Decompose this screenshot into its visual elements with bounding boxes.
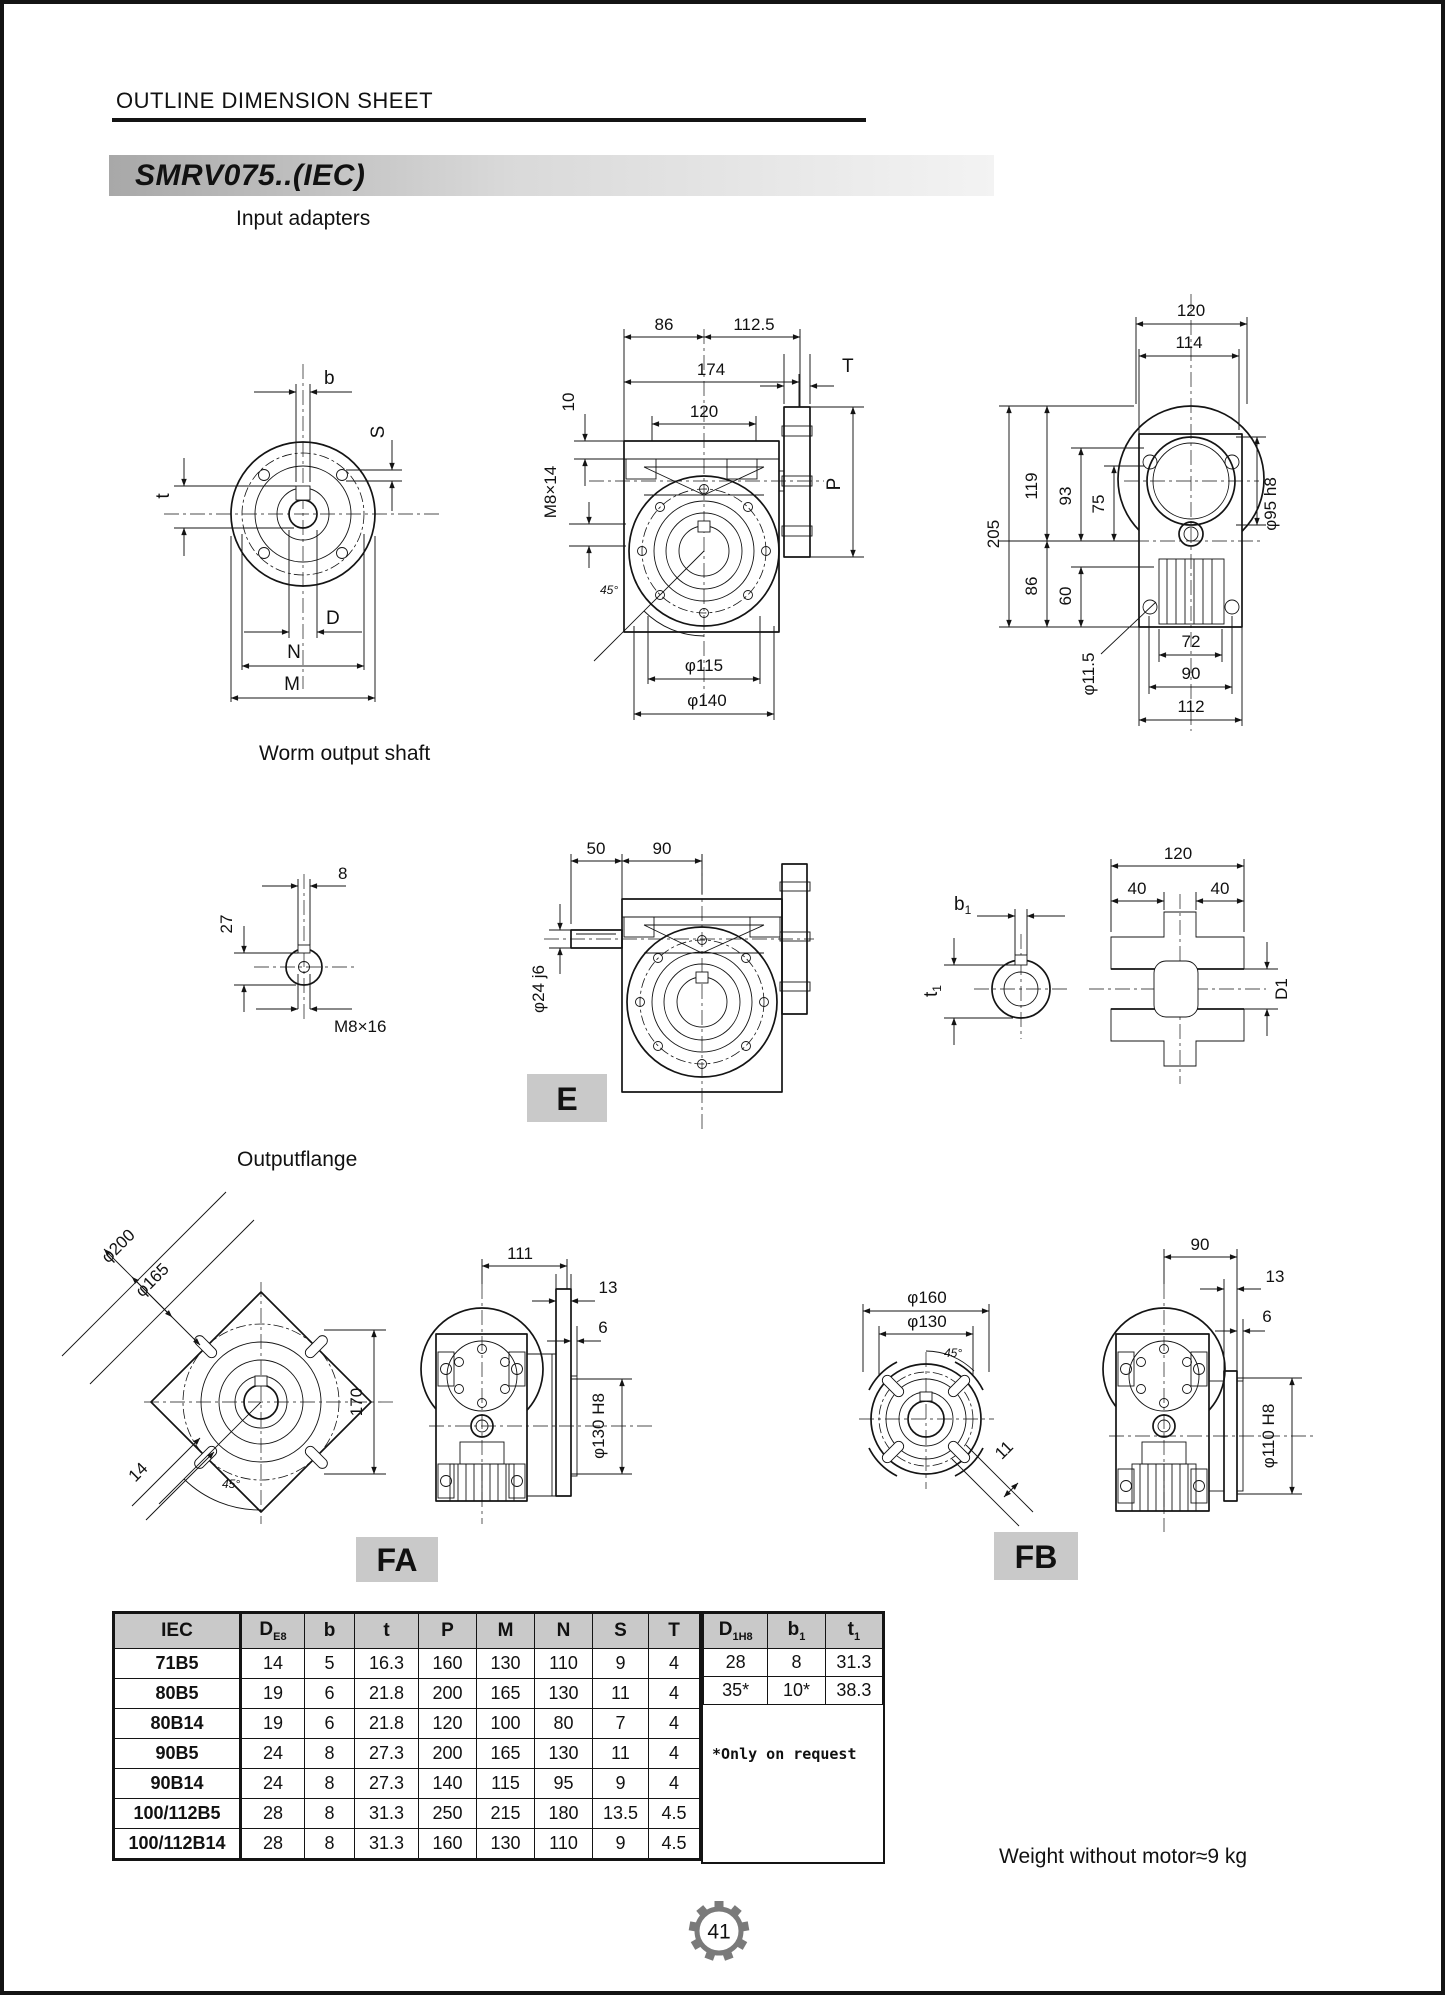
table-cell: 110 <box>535 1829 593 1860</box>
table-cell: 4 <box>649 1709 701 1739</box>
dimension-label: 10 <box>559 392 578 412</box>
dimension-label: 120 <box>1163 844 1193 863</box>
table-cell: 11 <box>593 1679 649 1709</box>
table-cell: 80B5 <box>114 1679 241 1709</box>
dimension-label: T <box>842 356 854 377</box>
table-cell: 8 <box>305 1769 355 1799</box>
dimension-label: 93 <box>1056 486 1075 506</box>
dimension-label: P <box>824 477 845 491</box>
fb-flange-side-view-drawing <box>994 1235 1314 1580</box>
output-flange-drawings <box>4 1164 1445 1594</box>
dimension-label: 111 <box>507 1244 533 1263</box>
table-cell: 4.5 <box>649 1829 701 1860</box>
table-cell: 100/112B5 <box>114 1799 241 1829</box>
table-cell: 71B5 <box>114 1649 241 1679</box>
col-header-iec: IEC <box>114 1613 241 1649</box>
dimension-label: φ24 j6 <box>529 965 548 1013</box>
table-cell: 165 <box>477 1679 535 1709</box>
output-hub-table <box>703 1613 883 1705</box>
table-cell: 8 <box>305 1829 355 1860</box>
table-cell: 165 <box>477 1739 535 1769</box>
page-number-gear <box>686 1901 752 1963</box>
dimension-label: 120 <box>689 402 719 421</box>
output-hub-drawing <box>921 844 1291 1084</box>
gear-icon <box>689 1901 750 1961</box>
table-cell: 27.3 <box>355 1769 419 1799</box>
angle-label: 45° <box>944 1346 963 1360</box>
table-cell: 4 <box>649 1739 701 1769</box>
table-cell: 21.8 <box>355 1709 419 1739</box>
dimension-label: 13 <box>598 1278 618 1297</box>
dimension-label: N <box>287 642 301 663</box>
dimension-label: 6 <box>1262 1307 1272 1326</box>
table-cell: 14 <box>241 1649 305 1679</box>
angle-label: 45° <box>600 583 619 597</box>
table-cell: 90B14 <box>114 1769 241 1799</box>
dimension-label: 72 <box>1181 632 1201 651</box>
table-cell: 200 <box>419 1739 477 1769</box>
model-title: SMRV075..(IEC) <box>135 159 366 192</box>
col-header-d1h8: $D_{1H8}$ <box>704 1614 768 1649</box>
table-cell: 90B5 <box>114 1739 241 1769</box>
section-title-outputflange: Outputflange <box>237 1148 358 1171</box>
dimension-label: φ160 <box>907 1288 947 1307</box>
table-cell: 140 <box>419 1769 477 1799</box>
table-cell: 8 <box>768 1649 825 1677</box>
dimension-label: $t_1$ <box>921 985 944 997</box>
table-cell: 95 <box>535 1769 593 1799</box>
worm-shaft-end-view-drawing <box>217 864 386 1036</box>
dimension-label: φ110 H8 <box>1259 1403 1278 1469</box>
angle-label: 45° <box>222 1477 241 1491</box>
table-cell: 24 <box>241 1769 305 1799</box>
table-cell: 130 <box>535 1679 593 1709</box>
table-cell: 31.3 <box>355 1799 419 1829</box>
section-title-worm-output-shaft: Worm output shaft <box>259 742 431 765</box>
col-header-p: P <box>419 1613 477 1649</box>
col-header-t2: T <box>649 1613 701 1649</box>
table-cell: 28 <box>241 1799 305 1829</box>
table-cell: 24 <box>241 1739 305 1769</box>
page-title: OUTLINE DIMENSION SHEET <box>116 88 434 113</box>
table-cell: 6 <box>305 1679 355 1709</box>
view-label-e: E <box>556 1081 578 1117</box>
table-cell: 10* <box>768 1677 825 1705</box>
thread-label: M8×16 <box>334 1017 387 1036</box>
fb-flange-front-view-drawing <box>859 1288 1033 1526</box>
dimension-label: 40 <box>1127 879 1147 898</box>
table-row <box>114 1799 701 1829</box>
dimension-label: 86 <box>1022 576 1041 596</box>
table-row <box>704 1677 883 1705</box>
table-cell: 21.8 <box>355 1679 419 1709</box>
table-body <box>704 1649 883 1705</box>
table-cell: 9 <box>593 1649 649 1679</box>
col-header-t1: $t_1$ <box>825 1614 882 1649</box>
dimension-label: 8 <box>338 864 348 883</box>
dimension-label: D1 <box>1272 978 1291 1000</box>
table-cell: 31.3 <box>355 1829 419 1860</box>
dimension-label: 50 <box>586 839 606 858</box>
dimension-label: $b_1$ <box>954 894 972 917</box>
table-cell: 100/112B14 <box>114 1829 241 1860</box>
table-cell: 215 <box>477 1799 535 1829</box>
table-cell: 160 <box>419 1829 477 1860</box>
dimension-label: 120 <box>1176 301 1206 320</box>
dimension-label: 14 <box>124 1458 152 1486</box>
table-row <box>114 1739 701 1769</box>
dimension-label: t <box>153 493 174 499</box>
fa-flange-front-view-drawing <box>62 1192 396 1524</box>
dimension-label: 27 <box>217 914 236 934</box>
dimension-label: 60 <box>1056 586 1075 606</box>
table-cell: 19 <box>241 1709 305 1739</box>
col-header-t: t <box>355 1613 419 1649</box>
table-cell: 4 <box>649 1649 701 1679</box>
view-label-fb: FB <box>1014 1539 1058 1575</box>
table-cell: 4.5 <box>649 1799 701 1829</box>
dimension-label: 112.5 <box>733 315 775 334</box>
table-cell: 4 <box>649 1769 701 1799</box>
table-row <box>704 1649 883 1677</box>
dimension-label: 174 <box>696 360 726 379</box>
table-cell: 9 <box>593 1829 649 1860</box>
table-cell: 5 <box>305 1649 355 1679</box>
input-adapter-rear-view-drawing <box>984 294 1280 731</box>
dimension-label: φ200 <box>97 1225 139 1267</box>
dimension-label: M <box>284 674 300 695</box>
table-header-row <box>704 1614 883 1649</box>
table-row <box>114 1769 701 1799</box>
col-header-b1: $b_1$ <box>768 1614 825 1649</box>
dimension-label: D <box>326 608 340 629</box>
table-row <box>114 1829 701 1860</box>
dimension-label: 86 <box>654 315 674 334</box>
col-header-b: b <box>305 1613 355 1649</box>
table-cell: 28 <box>241 1829 305 1860</box>
dimension-label: 90 <box>1190 1235 1210 1254</box>
fa-flange-side-view-drawing <box>356 1244 654 1582</box>
table-cell: 13.5 <box>593 1799 649 1829</box>
table-cell: 160 <box>419 1649 477 1679</box>
dimension-label: 90 <box>652 839 672 858</box>
table-cell: 27.3 <box>355 1739 419 1769</box>
table-body <box>114 1649 701 1860</box>
dimension-label: 11 <box>991 1437 1018 1464</box>
dimension-label: φ115 <box>684 656 724 675</box>
table-cell: 8 <box>305 1799 355 1829</box>
page-number: 41 <box>707 1920 731 1944</box>
table-cell: 120 <box>419 1709 477 1739</box>
input-adapter-side-view-drawing <box>541 315 864 720</box>
table-cell: 8 <box>305 1739 355 1769</box>
table-cell: 35* <box>704 1677 768 1705</box>
table-cell: 200 <box>419 1679 477 1709</box>
output-hub-table-box <box>701 1611 885 1864</box>
dimension-label: φ140 <box>687 691 727 710</box>
dimension-label: φ165 <box>131 1259 173 1301</box>
table-header-row <box>114 1613 701 1649</box>
dimension-label: 90 <box>1181 664 1201 683</box>
col-header-m: M <box>477 1613 535 1649</box>
dimension-label: S <box>368 425 389 439</box>
col-header-s: S <box>593 1613 649 1649</box>
worm-output-shaft-drawings <box>4 734 1445 1164</box>
col-header-d: $D_{E8}$ <box>241 1613 305 1649</box>
section-title-input-adapters: Input adapters <box>236 207 371 230</box>
table-cell: 130 <box>477 1649 535 1679</box>
dimension-label: 119 <box>1022 472 1041 500</box>
table-cell: 7 <box>593 1709 649 1739</box>
table-cell: 9 <box>593 1769 649 1799</box>
dimension-label: 40 <box>1210 879 1230 898</box>
table-cell: 6 <box>305 1709 355 1739</box>
dimension-label: b <box>324 368 335 389</box>
table-cell: 110 <box>535 1649 593 1679</box>
view-label-fa: FA <box>376 1542 418 1578</box>
input-adapter-front-view-drawing <box>153 364 442 702</box>
input-adapters-drawings <box>4 234 1445 734</box>
table-footnote: *Only on request <box>712 1745 857 1763</box>
dimension-label: φ11.5 <box>1079 652 1098 696</box>
table-cell: 100 <box>477 1709 535 1739</box>
table-cell: 130 <box>535 1739 593 1769</box>
table-cell: 38.3 <box>825 1677 882 1705</box>
dimension-label: 170 <box>347 1387 366 1417</box>
table-row <box>114 1679 701 1709</box>
thread-label: M8×14 <box>541 465 560 519</box>
weight-note: Weight without motor≈9 kg <box>999 1845 1248 1868</box>
table-cell: 80 <box>535 1709 593 1739</box>
iec-dimension-table <box>112 1611 702 1861</box>
table-cell: 80B14 <box>114 1709 241 1739</box>
dimension-label: 114 <box>1175 333 1203 352</box>
worm-shaft-side-view-drawing <box>527 839 814 1129</box>
table-cell: 250 <box>419 1799 477 1829</box>
dimension-label: φ95 h8 <box>1261 477 1280 531</box>
table-cell: 130 <box>477 1829 535 1860</box>
table-cell: 180 <box>535 1799 593 1829</box>
dimension-label: 13 <box>1265 1267 1285 1286</box>
col-header-n: N <box>535 1613 593 1649</box>
table-cell: 4 <box>649 1679 701 1709</box>
dimension-label: φ130 <box>907 1312 947 1331</box>
table-row <box>114 1649 701 1679</box>
table-cell: 16.3 <box>355 1649 419 1679</box>
dimension-label: 205 <box>984 519 1003 549</box>
model-banner <box>109 155 994 196</box>
table-cell: 11 <box>593 1739 649 1769</box>
dimension-label: φ130 H8 <box>589 1393 608 1459</box>
dimension-label: 75 <box>1089 494 1108 514</box>
table-cell: 31.3 <box>825 1649 882 1677</box>
table-row <box>114 1709 701 1739</box>
table-cell: 115 <box>477 1769 535 1799</box>
table-cell: 19 <box>241 1679 305 1709</box>
dimension-label: 112 <box>1177 697 1205 716</box>
title-underline <box>112 118 866 122</box>
dimension-label: 6 <box>598 1318 608 1337</box>
table-cell: 28 <box>704 1649 768 1677</box>
